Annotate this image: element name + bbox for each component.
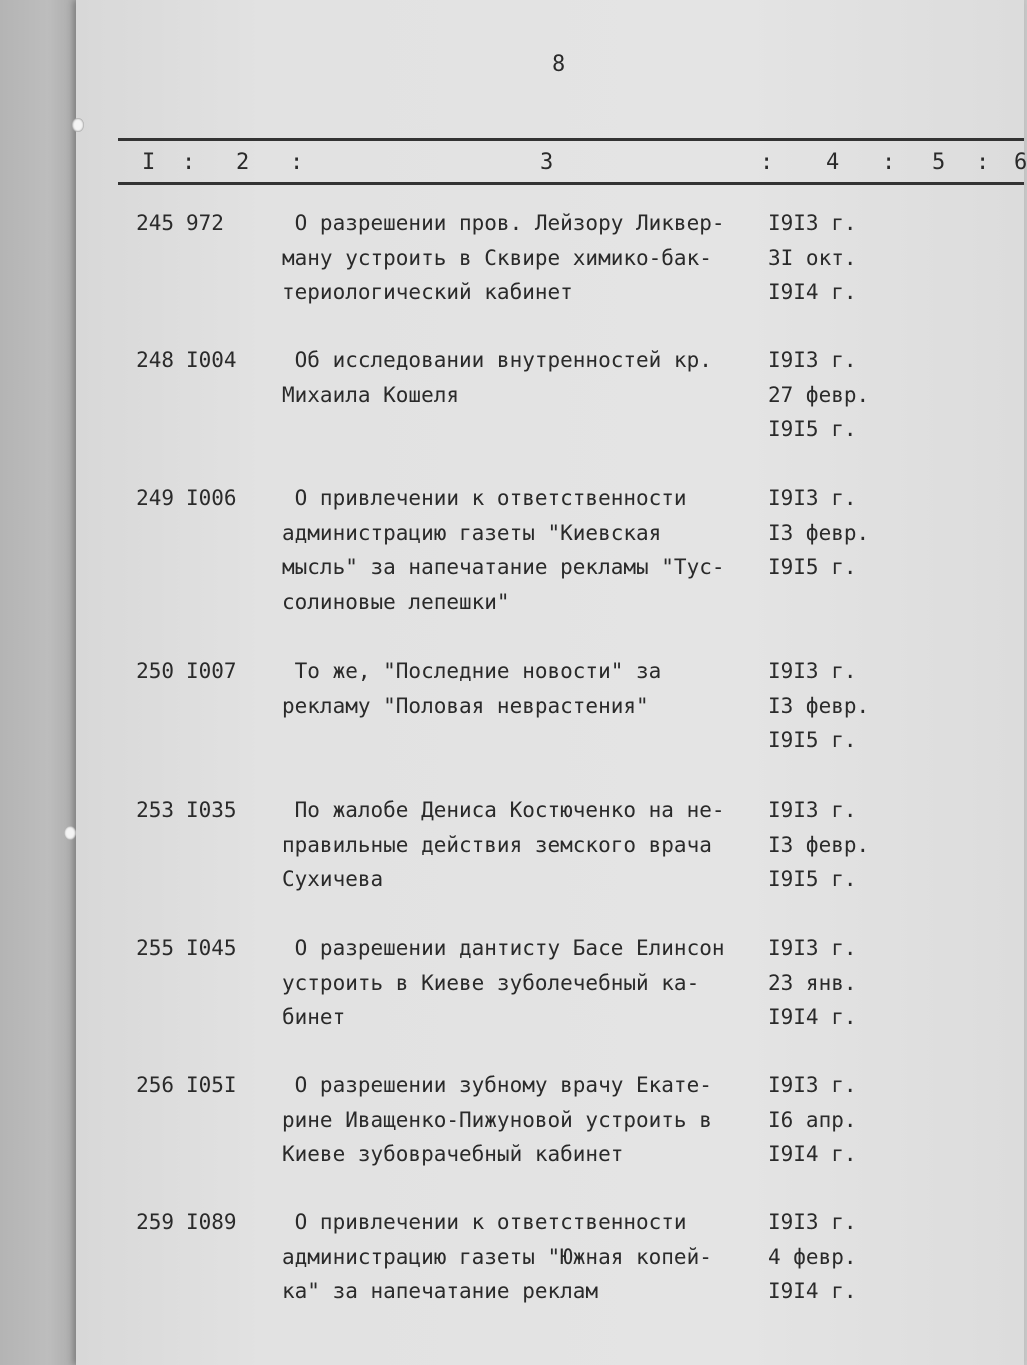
column-header-row: [0, 150, 1027, 180]
entry-number: 255: [136, 936, 174, 960]
entry-file-number: I089: [186, 1210, 237, 1234]
entry-date-end-day: 23 янв.: [768, 970, 857, 995]
entry-file-number: I05I: [186, 1073, 237, 1097]
entry-title-line: Об исследовании внутренностей кр.: [282, 348, 712, 372]
header-separator: :: [882, 150, 896, 175]
entry-title-line: О разрешении пров. Лейзору Ликвер-: [282, 211, 725, 235]
entry-date-end-year: I9I4 г.: [768, 1005, 857, 1029]
header-col-1: I: [142, 150, 156, 175]
entry-number: 250: [136, 659, 174, 683]
binding-hole-bottom: [64, 826, 76, 840]
entry-date-end-day: 3I окт.: [768, 245, 857, 270]
entry-title-line: правильные действия земского врача: [282, 832, 712, 857]
entry-date-end-day: I3 февр.: [768, 832, 870, 857]
entry-title-line: териологический кабинет: [282, 280, 573, 304]
entry-date-start-year: I9I3 г.: [768, 348, 857, 372]
header-col-5: 5: [932, 150, 946, 175]
entry-date-start-year: I9I3 г.: [768, 211, 857, 235]
entry-title-line: ману устроить в Сквире химико-бак-: [282, 245, 712, 270]
entry-number: 248: [136, 348, 174, 372]
header-separator: :: [290, 150, 304, 175]
entry-title-line: бинет: [282, 1005, 346, 1029]
entry-file-number: I007: [186, 659, 237, 683]
entry-title-line: администрацию газеты "Южная копей-: [282, 1244, 712, 1269]
entry-title-line: Михаила Кошеля: [282, 382, 460, 407]
entry-title-line: Сухичева: [282, 867, 384, 891]
entry-title-line: рекламу "Половая неврастения": [282, 693, 649, 718]
header-col-2: 2: [236, 150, 250, 175]
entry-date-end-day: 27 февр.: [768, 382, 870, 407]
entry-file-number: 972: [186, 211, 224, 235]
entry-date-start-year: I9I3 г.: [768, 798, 857, 822]
entry-date-start-year: I9I3 г.: [768, 936, 857, 960]
entry-title-line: О привлечении к ответственности: [282, 486, 687, 510]
entry-date-start-year: I9I3 г.: [768, 1210, 857, 1234]
header-separator: :: [976, 150, 990, 175]
entry-title-line: О разрешении зубному врачу Екате-: [282, 1073, 712, 1097]
entry-file-number: I045: [186, 936, 237, 960]
entry-number: 256: [136, 1073, 174, 1097]
header-separator: :: [760, 150, 774, 175]
entry-date-end-year: I9I5 г.: [768, 417, 857, 441]
entry-title-line: устроить в Киеве зуболечебный ка-: [282, 970, 700, 995]
entry-date-end-day: I3 февр.: [768, 520, 870, 545]
entry-title-line: мысль" за напечатание рекламы "Тус-: [282, 555, 725, 579]
header-separator: :: [182, 150, 196, 175]
entry-number: 253: [136, 798, 174, 822]
header-bottom-rule: [118, 182, 1024, 185]
entry-date-end-year: I9I5 г.: [768, 555, 857, 579]
header-col-3: 3: [540, 150, 554, 175]
header-top-rule: [118, 138, 1024, 141]
entry-file-number: I004: [186, 348, 237, 372]
entry-title-line: администрацию газеты "Киевская: [282, 520, 662, 545]
entry-date-end-year: I9I4 г.: [768, 1142, 857, 1166]
entry-date-end-year: I9I5 г.: [768, 867, 857, 891]
entry-number: 259: [136, 1210, 174, 1234]
entry-date-end-year: I9I5 г.: [768, 728, 857, 752]
header-col-6: 6: [1014, 150, 1027, 175]
binding-hole-top: [72, 118, 84, 132]
entry-file-number: I006: [186, 486, 237, 510]
entry-title-line: ка" за напечатание реклам: [282, 1279, 599, 1303]
previous-page-edge: [0, 0, 80, 1365]
entry-date-end-day: 4 февр.: [768, 1244, 857, 1269]
entry-number: 245: [136, 211, 174, 235]
entry-title-line: О привлечении к ответственности: [282, 1210, 687, 1234]
entry-number: 249: [136, 486, 174, 510]
entry-date-start-year: I9I3 г.: [768, 1073, 857, 1097]
entry-title-line: солиновые лепешки": [282, 589, 510, 614]
entry-date-end-day: I6 апр.: [768, 1107, 857, 1132]
entry-date-end-year: I9I4 г.: [768, 1279, 857, 1303]
entry-title-line: О разрешении дантисту Басе Елинсон: [282, 936, 725, 960]
header-col-4: 4: [826, 150, 840, 175]
entry-title-line: По жалобе Дениса Костюченко на не-: [282, 798, 725, 822]
entry-date-end-year: I9I4 г.: [768, 280, 857, 304]
page-number: 8: [552, 52, 566, 77]
entry-file-number: I035: [186, 798, 237, 822]
entry-date-end-day: I3 февр.: [768, 693, 870, 718]
entry-title-line: Киеве зубоврачебный кабинет: [282, 1142, 624, 1166]
entry-date-start-year: I9I3 г.: [768, 659, 857, 683]
entry-title-line: То же, "Последние новости" за: [282, 659, 662, 683]
entry-title-line: рине Иващенко-Пижуновой устроить в: [282, 1107, 712, 1132]
entry-date-start-year: I9I3 г.: [768, 486, 857, 510]
